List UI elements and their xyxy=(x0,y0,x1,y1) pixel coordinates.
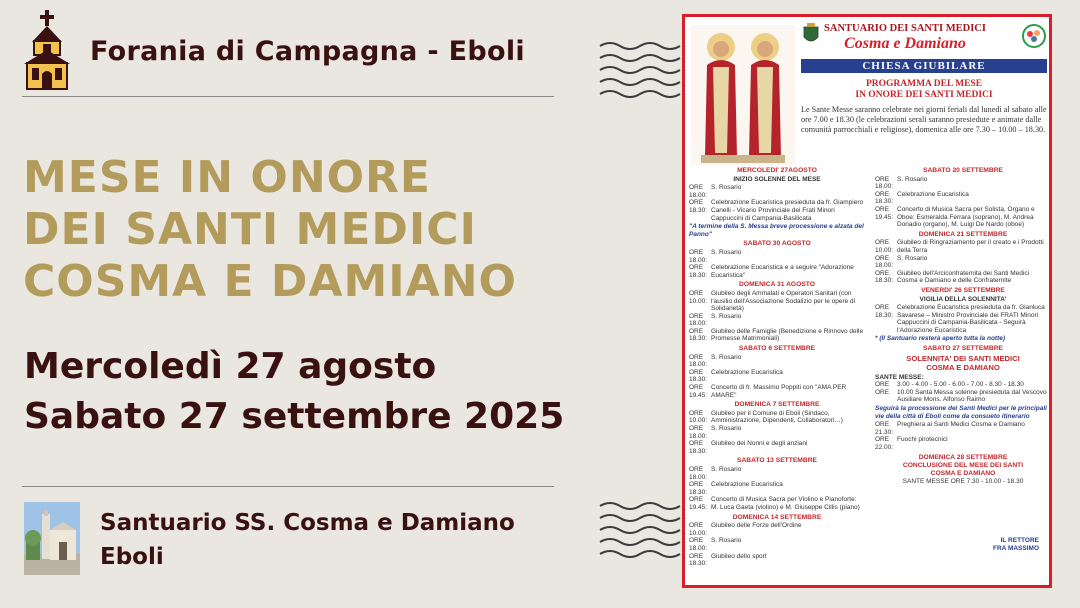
schedule-row xyxy=(875,255,1051,270)
headline xyxy=(23,152,583,308)
poster-column-left xyxy=(689,165,865,568)
schedule-desc: Celebrazione Eucaristica presieduta da fr. Gianluca Savarese – Ministro Provinciale dei FRATI Minori Cappuccini di Campania-Basilicata - Seguirà l'Adorazione Eucaristica xyxy=(897,304,1045,334)
schedule-row xyxy=(689,328,865,343)
schedule-row xyxy=(689,481,865,496)
schedule-desc: Giubileo per il Comune di Eboli (Sindaco, Amministrazione, Dipendenti, Collaboratori…) xyxy=(711,409,843,425)
schedule-time: ORE 18.00: xyxy=(875,254,894,270)
postmark-waves-bottom xyxy=(598,498,688,558)
poster-banner: CHIESA GIUBILARE xyxy=(801,59,1047,73)
saints-image xyxy=(691,25,795,165)
section-heading: DOMENICA 14 SETTEMBRE xyxy=(732,513,822,521)
schedule-desc: Giubileo di Ringraziamento per il creato e i Prodotti della Terra xyxy=(897,239,1044,254)
schedule-time: ORE 18.00: xyxy=(689,248,708,264)
schedule-desc: Giubileo delle Forze dell'Ordine xyxy=(711,522,802,530)
schedule-desc: Concerto di fr. Massimo Poppiti con "AMA PER AMARE" xyxy=(711,384,847,399)
schedule-time: ORE 19.45: xyxy=(689,384,708,399)
signature-name: FRA MASSIMO xyxy=(993,545,1039,552)
schedule-time: ORE 18.00: xyxy=(689,425,708,440)
schedule-desc: S. Rosario xyxy=(711,465,742,473)
schedule-time: ORE 18.00: xyxy=(689,537,708,552)
schedule-time: ORE 18.00: xyxy=(689,353,708,369)
schedule-row xyxy=(689,199,865,222)
schedule-desc: Giubileo dell'Arciconfraternita dei Santi Medici Cosma e Damiano e delle Confraternite xyxy=(897,269,1030,285)
schedule-row xyxy=(875,389,1051,404)
schedule-note: * (Il Santuario resterà aperto tutta la notte) xyxy=(875,335,1006,343)
schedule-time: ORE 18.00: xyxy=(875,175,894,191)
schedule-desc: S. Rosario xyxy=(711,353,742,361)
program-line: IN ONORE DEI SANTI MEDICI xyxy=(855,90,993,100)
schedule-time: ORE 22.00: xyxy=(875,436,894,451)
schedule-row xyxy=(689,264,865,279)
jubilee-logo-icon xyxy=(1021,23,1047,49)
schedule-desc: S. Rosario xyxy=(711,312,742,320)
schedule-time: ORE 18.30: xyxy=(875,304,894,319)
section-subheading: VIGILIA DELLA SOLENNITA' xyxy=(919,295,1007,303)
schedule-time: ORE 18.30: xyxy=(689,552,708,568)
headline-line: MESE IN ONORE xyxy=(23,152,431,203)
section-heading: SABATO 30 AGOSTO xyxy=(743,240,811,248)
schedule-desc: S. Rosario xyxy=(711,537,742,545)
schedule-row xyxy=(689,384,865,399)
schedule-row xyxy=(875,239,1051,254)
schedule-row xyxy=(689,537,865,552)
schedule-time: ORE 18.30: xyxy=(689,327,708,343)
signature-role: IL RETTORE xyxy=(1000,537,1039,544)
schedule-time: ORE 18.30: xyxy=(689,440,708,455)
schedule-desc: Celebrazione Eucaristica xyxy=(711,368,783,376)
section-heading: DOMENICA 31 AGOSTO xyxy=(739,281,815,289)
schedule-row xyxy=(875,176,1051,191)
schedule-desc: S. Rosario xyxy=(711,425,742,432)
section-heading: VENERDI' 26 SETTEMBRE xyxy=(921,286,1005,294)
end-date: Sabato 27 settembre 2025 xyxy=(24,396,565,437)
schedule-time: ORE 18.00: xyxy=(689,312,708,328)
schedule-time: ORE 18.00: xyxy=(689,184,708,199)
section-subheading: COSMA E DAMIANO xyxy=(930,469,996,477)
section-heading: DOMENICA 28 SETTEMBRE xyxy=(918,453,1008,461)
schedule-desc: Giubileo degli Ammalati e Operatori Sanitari (con l'ausilio dell'Associazione Sodalizio per le opere di Solidarietà) xyxy=(711,289,856,313)
masses-line: SANTE MESSE ORE 7.30 - 10.00 - 18.30 xyxy=(902,478,1024,486)
schedule-row xyxy=(875,436,1051,451)
section-heading: MERCOLEDI' 27AGOSTO xyxy=(737,167,817,174)
headline-line: COSMA E DAMIANO xyxy=(23,256,517,307)
schedule-row xyxy=(689,249,865,264)
location-name: Santuario SS. Cosma e Damiano xyxy=(100,510,515,536)
schedule-row xyxy=(875,206,1051,229)
schedule-row xyxy=(689,496,865,511)
schedule-row xyxy=(689,410,865,425)
church-photo xyxy=(24,502,80,575)
program-line: PROGRAMMA DEL MESE xyxy=(865,79,983,89)
schedule-note: Seguirà la processione dei Santi Medici per le principali vie della città di Eboli come da consueto itinerario xyxy=(875,405,1047,420)
date-range xyxy=(24,342,564,442)
schedule-time: ORE 18.00: xyxy=(689,465,708,481)
schedule-row xyxy=(875,421,1051,436)
schedule-desc: S. Rosario xyxy=(711,184,742,192)
divider xyxy=(22,96,554,97)
schedule-time: ORE 18.30: xyxy=(689,199,708,214)
schedule-time: ORE 10.00: xyxy=(689,522,708,537)
schedule-desc: Preghiera ai Santi Medici Cosma e Damiano xyxy=(897,421,1025,429)
schedule-desc: S. Rosario xyxy=(897,254,928,262)
schedule-row xyxy=(875,191,1051,206)
schedule-time: ORE xyxy=(875,388,890,396)
church-icon xyxy=(22,8,72,90)
schedule-desc: Fuochi pirotecnici xyxy=(897,436,948,444)
section-subheading: CONCLUSIONE DEL MESE DEI SANTI xyxy=(902,462,1024,470)
schedule-desc: Giubileo delle Famiglie (Benedizione e Rinnovo delle Promesse Matrimoniali) xyxy=(711,327,864,343)
schedule-row xyxy=(689,425,865,440)
location-city: Eboli xyxy=(100,544,164,570)
schedule-desc: S. Rosario xyxy=(897,175,928,183)
schedule-desc: Giubileo dello sport xyxy=(711,552,767,560)
location xyxy=(100,506,515,574)
schedule-row xyxy=(689,369,865,384)
schedule-desc: Celebrazione Eucaristica e a seguire "Adorazione Eucaristica" xyxy=(711,264,854,279)
schedule-time: ORE 18.30: xyxy=(689,481,708,496)
schedule-row xyxy=(689,184,865,199)
schedule-row xyxy=(689,522,865,537)
schedule-time: ORE 18.30: xyxy=(689,264,708,279)
masses-label: SANTE MESSE: xyxy=(875,373,924,381)
schedule-time: ORE 10.00: xyxy=(689,289,708,305)
poster-column-right xyxy=(875,165,1051,486)
schedule-time: ORE 18.30: xyxy=(875,269,894,285)
schedule-time: ORE xyxy=(875,381,890,389)
schedule-row xyxy=(875,381,1051,389)
schedule-desc: 10.00 Santa Messa solenne presieduta dal Vescovo Ausiliare Mons. Alfonso Raimo xyxy=(897,388,1047,404)
section-heading: DOMENICA 21 SETTEMBRE xyxy=(918,230,1008,238)
schedule-desc: 3.00 - 4.00 - 5.00 - 6.00 - 7.00 - 8.30 - 18.30 xyxy=(897,381,1024,389)
schedule-desc: Concerto di Musica Sacra per Solista, Organo e Oboe: Esmeralda Ferrara (soprano), M. Andrea Donadio (organo), M. Luigi De Nardo (oboe) xyxy=(897,205,1035,229)
poster-intro: Le Sante Messe saranno celebrate nei giorni feriali dal lunedì al sabato alle ore 7.00 e 18.30 (le celebrazioni serali saranno presiedute e animate dalle comunità parrocchiali e religiose), domenica alle ore 7.30 – 10.00 – 18.30. xyxy=(801,105,1047,135)
schedule-desc: S. Rosario xyxy=(711,248,742,256)
schedule-row xyxy=(689,354,865,369)
schedule-desc: Concerto di Musica Sacra per Violino e Pianoforte: M. Luca Gaeta (violino) e M. Giuseppe Cillis (piano) xyxy=(711,496,860,511)
poster-saints-name: Cosma e Damiano xyxy=(844,35,966,52)
poster-title: SANTUARIO DEI SANTI MEDICI xyxy=(824,23,986,34)
schedule-row xyxy=(875,304,1051,334)
schedule-time: ORE 19.45: xyxy=(689,496,708,511)
schedule-row xyxy=(689,440,865,455)
schedule-time: ORE 18.30: xyxy=(875,190,894,206)
schedule-row xyxy=(689,466,865,481)
signature xyxy=(993,537,1039,553)
postmark-waves-top xyxy=(598,38,688,98)
section-subheading: INIZIO SOLENNE DEL MESE xyxy=(733,175,821,183)
schedule-time: ORE 19.45: xyxy=(875,205,894,221)
page-title: Forania di Campagna - Eboli xyxy=(90,36,525,67)
start-date: Mercoledì 27 agosto xyxy=(24,346,437,387)
section-heading: DOMENICA 7 SETTEMBRE xyxy=(734,401,820,409)
schedule-time: ORE 10.00: xyxy=(689,409,708,425)
program-poster xyxy=(682,14,1052,588)
solemnity-title: SOLENNITA' DEI SANTI MEDICI xyxy=(906,353,1020,363)
schedule-desc: Celebrazione Eucaristica xyxy=(897,190,969,198)
divider xyxy=(22,486,554,487)
schedule-time: ORE 18.30: xyxy=(689,368,708,384)
section-heading: SABATO 13 SETTEMBRE xyxy=(736,457,817,465)
schedule-desc: Celebrazione Eucaristica xyxy=(711,481,783,489)
schedule-time: ORE 10.00: xyxy=(875,239,894,254)
schedule-row xyxy=(689,313,865,328)
schedule-row xyxy=(689,553,865,568)
section-heading: SABATO 20 SETTEMBRE xyxy=(922,167,1003,174)
schedule-note: "A termine della S. Messa breve processione e alzata del Panno" xyxy=(689,223,864,238)
poster-program-title xyxy=(801,79,1047,101)
solemnity-subtitle: COSMA E DAMIANO xyxy=(926,362,1000,372)
schedule-desc: Celebrazione Eucaristica presieduta da fr. Giampiero Canelli - Vicario Provinciale dei Frati Minori Cappuccini di Campania-Basilicata xyxy=(711,199,864,222)
schedule-desc: Giubileo dei Nonni e degli anziani xyxy=(711,440,808,448)
schedule-time: ORE 21.30: xyxy=(875,421,894,436)
schedule-row xyxy=(689,290,865,313)
section-heading: SABATO 6 SETTEMBRE xyxy=(738,345,816,353)
headline-line: DEI SANTI MEDICI xyxy=(23,204,477,255)
schedule-row xyxy=(875,270,1051,285)
section-heading: SABATO 27 SETTEMBRE xyxy=(922,345,1003,353)
